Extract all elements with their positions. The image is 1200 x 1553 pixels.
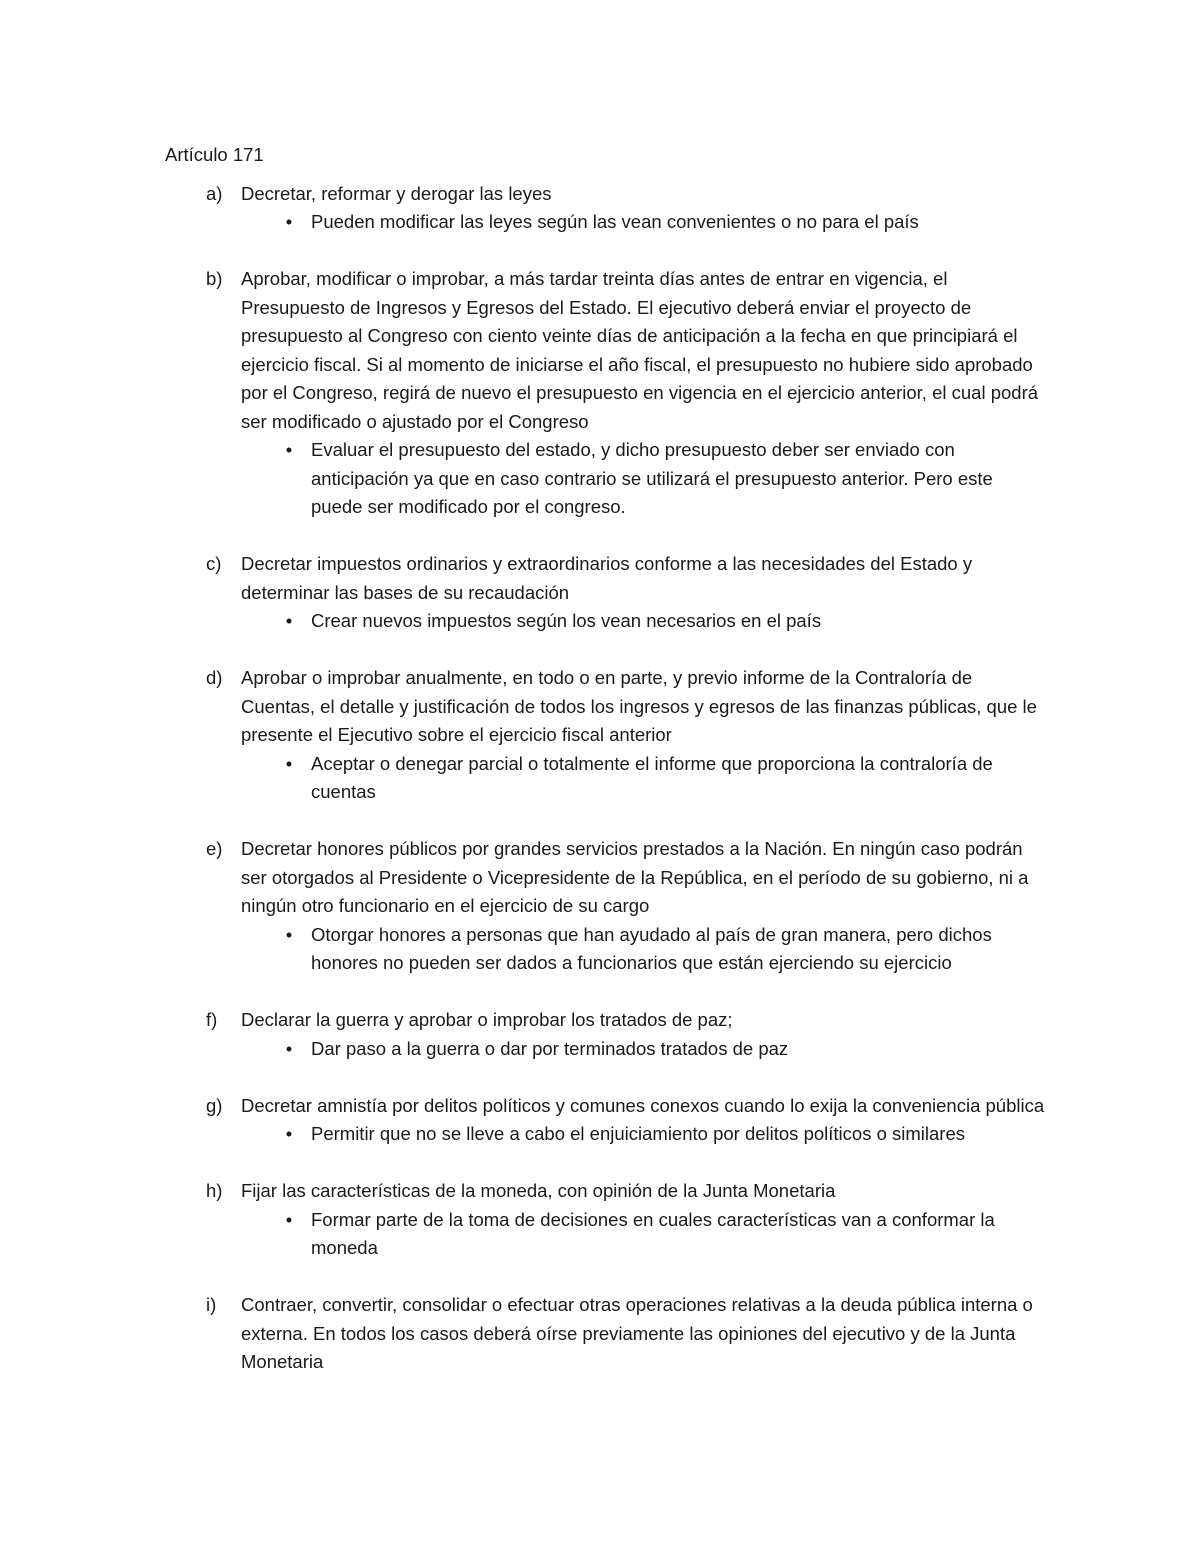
bullet-text: Permitir que no se lleve a cabo el enjuiciamiento por delitos políticos o similares xyxy=(311,1123,965,1144)
bullet-point xyxy=(165,1120,1045,1149)
list-item-g xyxy=(165,1092,1045,1149)
list-item-b xyxy=(165,265,1045,522)
list-item-f xyxy=(165,1006,1045,1063)
item-text: Decretar honores públicos por grandes servicios prestados a la Nación. En ningún caso podrán ser otorgados al Presidente o Vicepresidente de la República, en el período de su gobierno, ni a ningún otro funcionario en el ejercicio de su cargo xyxy=(241,838,1029,916)
item-marker: i) xyxy=(206,1294,217,1315)
item-marker: a) xyxy=(206,182,223,204)
bullet-point xyxy=(165,921,1045,978)
bullet-text: Crear nuevos impuestos según los vean necesarios en el país xyxy=(311,610,822,631)
bullet-point xyxy=(165,607,1045,636)
bullet-icon: • xyxy=(285,610,293,631)
list-item-d xyxy=(165,664,1045,807)
bullet-point xyxy=(165,1035,1045,1064)
bullet-icon: • xyxy=(285,1123,293,1144)
item-marker: d) xyxy=(206,667,223,688)
bullet-text: Aceptar o denegar parcial o totalmente el informe que proporciona la contraloría de cuentas xyxy=(311,752,993,802)
item-text: Contraer, convertir, consolidar o efectuar otras operaciones relativas a la deuda pública interna o externa. En todos los casos deberá oírse previamente las opiniones del ejecutivo y de la Junta Monetaria xyxy=(241,1294,1033,1372)
bullet-point xyxy=(165,208,1045,237)
bullet-point xyxy=(165,436,1045,522)
item-text: Decretar, reformar y derogar las leyes xyxy=(241,182,552,204)
bullet-icon: • xyxy=(285,211,293,232)
item-marker: g) xyxy=(206,1094,223,1116)
bullet-text: Dar paso a la guerra o dar por terminados tratados de paz xyxy=(311,1037,789,1059)
item-text: Aprobar, modificar o improbar, a más tardar treinta días antes de entrar en vigencia, el Presupuesto de Ingresos y Egresos del Estado. El ejecutivo deberá enviar el proyecto de presupuesto al Congreso con ciento veinte días de anticipación a la fecha en que principiará el ejercicio fiscal. Si al momento de iniciarse el año fiscal, el presupuesto no hubiere sido aprobado por el Congreso, regirá de nuevo el presupuesto en vigencia en el ejercicio anterior, el cual podrá ser modificado o ajustado por el Congreso xyxy=(241,268,1039,432)
list-item-a xyxy=(165,180,1045,237)
list-item-i xyxy=(165,1291,1045,1377)
item-marker: e) xyxy=(206,838,223,859)
bullet-text: Pueden modificar las leyes según las vean convenientes o no para el país xyxy=(311,211,919,232)
item-text: Declarar la guerra y aprobar o improbar los tratados de paz; xyxy=(241,1009,733,1030)
item-text: Fijar las características de la moneda, con opinión de la Junta Monetaria xyxy=(241,1180,836,1201)
bullet-point xyxy=(165,1206,1045,1263)
item-marker: f) xyxy=(206,1009,218,1030)
bullet-icon: • xyxy=(285,439,293,460)
bullet-point xyxy=(165,750,1045,807)
bullet-icon: • xyxy=(285,1208,293,1230)
item-marker: c) xyxy=(206,553,222,574)
list-item-h xyxy=(165,1177,1045,1263)
item-text: Aprobar o improbar anualmente, en todo o en parte, y previo informe de la Contraloría de Cuentas, el detalle y justificación de todos los ingresos y egresos de las finanzas públicas, que le presente el Ejecutivo sobre el ejercicio fiscal anterior xyxy=(241,667,1037,745)
item-marker: h) xyxy=(206,1180,223,1201)
item-text: Decretar amnistía por delitos políticos y comunes conexos cuando lo exija la conveniencia pública xyxy=(241,1094,1045,1116)
list-item-e xyxy=(165,835,1045,978)
bullet-icon: • xyxy=(285,752,293,774)
item-marker: b) xyxy=(206,268,223,289)
document-body xyxy=(165,141,1045,1405)
bullet-icon: • xyxy=(285,1037,293,1059)
list-item-c xyxy=(165,550,1045,636)
bullet-icon: • xyxy=(285,923,293,945)
item-text: Decretar impuestos ordinarios y extraordinarios conforme a las necesidades del Estado y determinar las bases de su recaudación xyxy=(241,553,973,603)
article-title: Artículo 171 xyxy=(165,144,264,165)
bullet-text: Otorgar honores a personas que han ayudado al país de gran manera, pero dichos honores no pueden ser dados a funcionarios que están ejerciendo su ejercicio xyxy=(311,923,992,973)
bullet-text: Evaluar el presupuesto del estado, y dicho presupuesto deber ser enviado con anticipación ya que en caso contrario se utilizará el presupuesto anterior. Pero este puede ser modificado por el congreso. xyxy=(311,439,993,517)
bullet-text: Formar parte de la toma de decisiones en cuales características van a conformar la moneda xyxy=(311,1208,995,1258)
